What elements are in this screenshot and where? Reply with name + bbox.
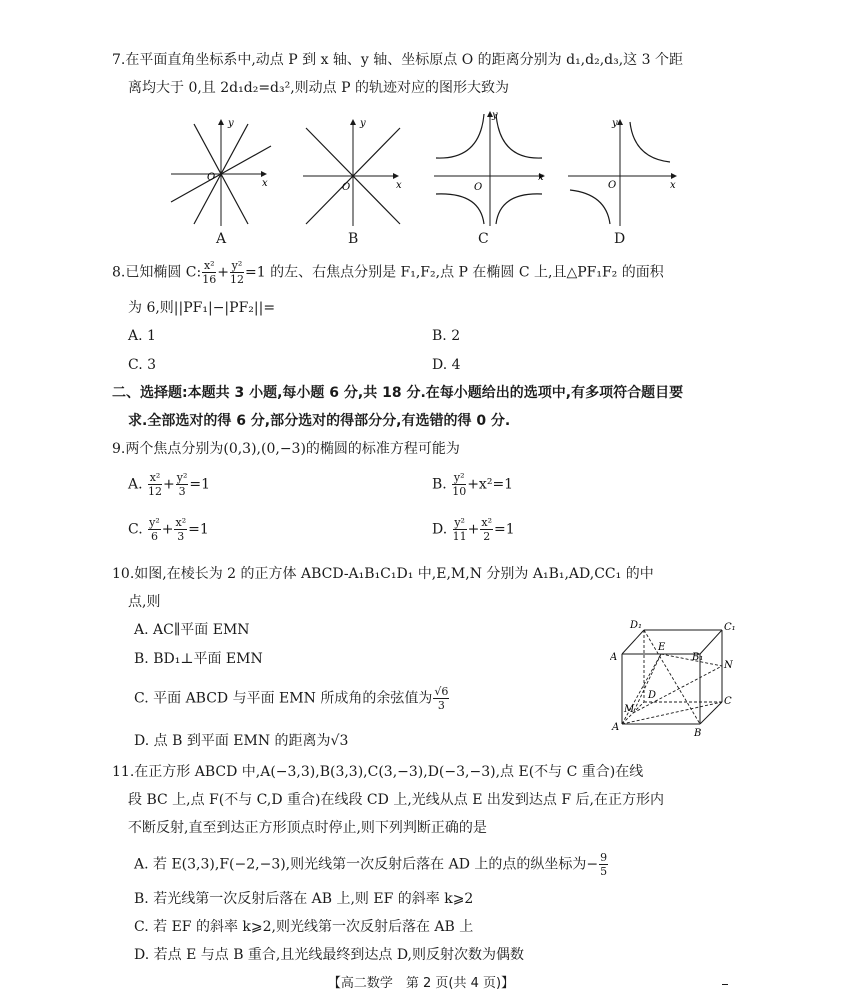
q9-d-tail: =1 <box>494 521 515 538</box>
q8-option-a: A. 1 <box>128 328 156 344</box>
q7-graph-b <box>298 116 408 228</box>
q11-a-frac <box>599 852 608 877</box>
q7-option-b: B <box>348 231 359 247</box>
q9-option-a <box>128 472 210 497</box>
q10-c-text: C. 平面 ABCD 与平面 EMN 所成角的余弦值为 <box>134 690 433 707</box>
q9-d-frac2 <box>480 517 493 542</box>
q9-b-n1: y² <box>453 471 465 484</box>
cube-label-c1: C₁ <box>724 622 736 633</box>
q8-plus: + <box>217 264 229 281</box>
q9-a-n2: y² <box>176 471 188 484</box>
q9-d-d2: 2 <box>483 530 491 543</box>
graph-a-origin: O <box>207 172 216 183</box>
q9-d-op: + <box>467 521 480 538</box>
q9-b-d1: 10 <box>452 485 467 498</box>
q10-c-num: √6 <box>434 685 449 698</box>
q8-frac-x-den: 16 <box>202 273 217 286</box>
q9-a-d2: 3 <box>178 485 186 498</box>
q11-a-num: 9 <box>600 851 608 864</box>
graph-a-x-label: x <box>262 178 268 189</box>
q10-cube-figure <box>610 614 740 738</box>
q9-d-n2: x² <box>481 516 492 529</box>
cube-label-d: D <box>648 690 657 701</box>
q8-stem-line2: 为 6,则||PF₁|−|PF₂||= <box>128 300 276 316</box>
graph-b-x-label: x <box>396 180 402 191</box>
q9-option-d <box>432 517 515 542</box>
cube-label-a1: A <box>610 652 618 663</box>
q8-frac-y <box>230 260 244 285</box>
q11-stem-line3: 不断反射,直至到达正方形顶点时停止,则下列判断正确的是 <box>128 820 487 836</box>
q10-c-frac <box>433 686 449 711</box>
q9-a-op: + <box>163 476 175 493</box>
q11-option-c: C. 若 EF 的斜率 k⩾2,则光线第一次反射后落在 AB 上 <box>134 919 474 935</box>
q8-option-d: D. 4 <box>432 357 461 373</box>
cube-label-b: B <box>694 728 702 738</box>
q9-a-d1: 12 <box>148 485 163 498</box>
q9-c-n2: x² <box>175 516 187 529</box>
q9-a-n1: x² <box>149 471 161 484</box>
cube-label-n: N <box>724 660 733 671</box>
q7-stem-line2: 离均大于 0,且 2d₁d₂=d₃²,则动点 P 的轨迹对应的图形大致为 <box>128 80 509 96</box>
q10-option-d: D. 点 B 到平面 EMN 的距离为√3 <box>134 733 349 749</box>
q10-option-b: B. BD₁⊥平面 EMN <box>134 651 263 667</box>
footer-mark <box>722 984 728 985</box>
q11-option-b: B. 若光线第一次反射后落在 AB 上,则 EF 的斜率 k⩾2 <box>134 891 474 907</box>
q9-d-frac1 <box>453 517 467 542</box>
q10-option-c <box>134 686 450 711</box>
q8-prefix: 8.已知椭圆 C: <box>112 264 202 281</box>
q9-d-n1: y² <box>454 516 465 529</box>
q8-option-b: B. 2 <box>432 328 461 344</box>
q9-c-tail: =1 <box>188 521 209 538</box>
q8-stem-line1 <box>112 260 664 285</box>
q8-frac-x <box>202 260 216 285</box>
cube-label-m: M <box>624 704 635 715</box>
q9-b-tail: +x²=1 <box>467 476 514 493</box>
q8-suffix: =1 的左、右焦点分别是 F₁,F₂,点 P 在椭圆 C 上,且△PF₁F₂ 的面积 <box>244 264 664 281</box>
graph-d-origin: O <box>608 180 617 191</box>
q7-option-a: A <box>216 231 227 247</box>
q9-c-frac1 <box>148 517 161 542</box>
q9-stem: 9.两个焦点分别为(0,3),(0,−3)的椭圆的标准方程可能为 <box>112 441 460 457</box>
q8-frac-x-num: x² <box>203 259 215 272</box>
q9-c-op: + <box>161 521 174 538</box>
section2-line2: 求.全部选对的得 6 分,部分选对的得部分分,有选错的得 0 分. <box>128 413 511 429</box>
q7-stem-line1: 7.在平面直角坐标系中,动点 P 到 x 轴、y 轴、坐标原点 O 的距离分别为 d₁,d₂,d₃,这 3 个距 <box>112 52 683 68</box>
q11-stem-line2: 段 BC 上,点 F(不与 C,D 重合)在线段 CD 上,光线从点 E 出发到达点 F 后,在正方形内 <box>128 792 664 808</box>
page-footer: 【高二数学 第 2 页(共 4 页)】 <box>327 976 515 991</box>
q7-graph-c <box>432 108 546 228</box>
graph-d-x-label: x <box>670 180 676 191</box>
cube-label-a: A <box>612 722 620 733</box>
cube-label-b1: B₁ <box>692 652 704 663</box>
q11-a-text: A. 若 E(3,3),F(−2,−3),则光线第一次反射后落在 AD 上的点的纵坐标为− <box>134 856 599 873</box>
q8-frac-y-den: 12 <box>229 273 244 286</box>
graph-c-y-label: y <box>492 110 498 121</box>
q11-option-d: D. 若点 E 与点 B 重合,且光线最终到达点 D,则反射次数为偶数 <box>134 947 525 963</box>
q10-option-a: A. AC∥平面 EMN <box>134 622 250 638</box>
q9-c-label: C. <box>128 521 143 538</box>
q10-stem-line1: 10.如图,在棱长为 2 的正方体 ABCD-A₁B₁C₁D₁ 中,E,M,N 分别为 A₁B₁,AD,CC₁ 的中 <box>112 566 654 582</box>
q8-option-c: C. 3 <box>128 357 157 373</box>
graph-c-x-label: x <box>538 172 544 183</box>
q7-option-d: D <box>614 231 626 247</box>
q9-d-d1: 11 <box>452 530 467 543</box>
q9-a-frac2 <box>176 472 189 497</box>
q9-b-frac1 <box>452 472 466 497</box>
q10-stem-line2: 点,则 <box>128 594 161 610</box>
graph-b-y-label: y <box>360 118 366 129</box>
q11-stem-line1: 11.在正方形 ABCD 中,A(−3,3),B(3,3),C(3,−3),D(−3,−3),点 E(不与 C 重合)在线 <box>112 764 644 780</box>
q9-b-label: B. <box>432 476 447 493</box>
q7-graph-a <box>166 116 276 228</box>
cube-label-d1: D₁ <box>630 620 643 631</box>
q9-a-frac1 <box>148 472 162 497</box>
q9-option-b <box>432 472 513 497</box>
q9-a-tail: =1 <box>189 476 211 493</box>
q9-d-label: D. <box>432 521 448 538</box>
cube-label-e: E <box>658 642 666 653</box>
q7-graph-d <box>566 116 680 228</box>
q8-frac-y-num: y² <box>231 259 243 272</box>
q9-c-frac2 <box>174 517 187 542</box>
q9-c-d1: 6 <box>150 530 158 543</box>
q9-c-d2: 3 <box>177 530 185 543</box>
graph-c-origin: O <box>474 182 483 193</box>
q11-a-den: 5 <box>600 865 608 878</box>
q9-a-label: A. <box>128 476 143 493</box>
graph-b-origin: O <box>342 182 351 193</box>
graph-d-y-label: y <box>612 118 618 129</box>
q9-option-c <box>128 517 209 542</box>
q9-c-n1: y² <box>149 516 160 529</box>
cube-label-c: C <box>724 696 732 707</box>
graph-a-y-label: y <box>228 118 234 129</box>
q11-option-a <box>134 852 609 877</box>
q7-option-c: C <box>478 231 489 247</box>
section2-line1: 二、选择题:本题共 3 小题,每小题 6 分,共 18 分.在每小题给出的选项中,有多项符合题目要 <box>112 385 684 401</box>
q10-c-den: 3 <box>437 699 445 712</box>
